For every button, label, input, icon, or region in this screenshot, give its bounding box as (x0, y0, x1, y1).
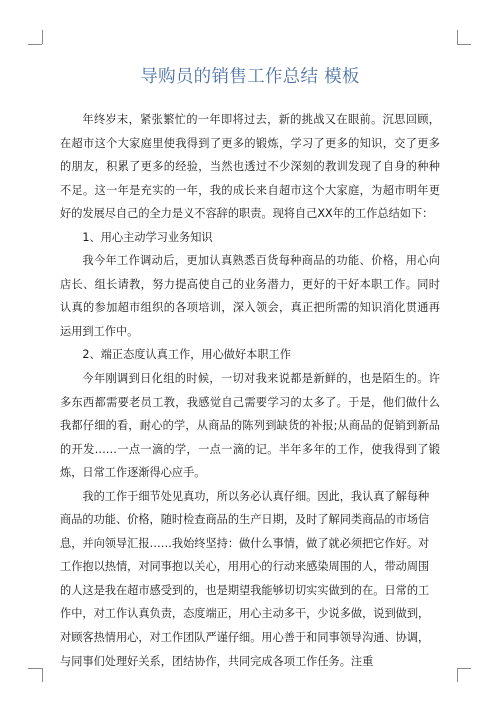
paragraph-intro: 年终岁末，紧张繁忙的一年即将过去，新的挑战又在眼前。沉思回顾，在超市这个大家庭里使我得到了更多的锻炼，学习了更多的知识，交了更多的朋友，积累了更多的经验，当然也透过不少深刻的教训发现了自身的种种不足。这一年是充实的一年，我的成长来自超市这个大家庭，为超市明年更好的发展尽自己的全力是义不容辞的职责。现将自己XX年的工作总结如下： (60, 113, 440, 221)
crop-mark-bottom-left-h (28, 668, 42, 669)
crop-mark-top-right-h (457, 44, 471, 45)
crop-mark-top-right-v (457, 30, 458, 44)
crop-mark-bottom-left-v (42, 668, 43, 682)
section-heading-1: 1、用心主动学习业务知识 (82, 230, 213, 244)
paragraph-section-2b: 我的工作于细节处见真功，所以务必认真仔细。因此，我认真了解每种商品的功能、价格，随时检查商品的生产日期，及时了解同类商品的市场信息，并向领导汇报……我始终坚持：做什么事情，做了就必须把它作好。对工作抱以热情，对同事抱以关心，用用心的行动来感染周围的人，带动周围的人这是我在超市感受到的，也是期望我能够切切实实做到的在。日常的工作中，对工作认真负责，态度端正，用心主动多干，少说多做，说到做到，对顾客热情用心，对工作团队严谨仔细。用心善于和同事领导沟通、协调，与同事们处理好关系，团结协作，共同完成各项工作任务。注重 (60, 489, 430, 668)
crop-mark-top-left-v (42, 30, 43, 44)
crop-mark-bottom-right-h (457, 668, 471, 669)
document-title: 导购员的销售工作总结 模板 (140, 67, 360, 87)
document-body (60, 108, 440, 673)
paragraph-section-2a: 今年刚调到日化组的时候，一切对我来说都是新鲜的，也是陌生的。许多东西都需要老员工教，我感觉自己需要学习的太多了。于是，他们做什么我都仔细的看，耐心的学，从商品的陈列到缺货的补报;从商品的促销到新品的开发……一点一滴的学，一点一滴的记。半年多年的工作，使我得到了锻炼，日常工作逐渐得心应手。 (60, 372, 440, 480)
crop-mark-bottom-right-v (457, 668, 458, 682)
crop-mark-top-left-h (28, 44, 42, 45)
paragraph-section-1: 我今年工作调动后，更加认真熟悉百货每种商品的功能、价格，用心向店长、组长请教，努力提高使自己的业务潜力，更好的干好本职工作。同时认真的参加超市组织的各项培训，深入领会，真正把所需的知识消化贯通再运用到工作中。 (60, 254, 440, 338)
section-heading-2: 2、端正态度认真工作，用心做好本职工作 (82, 348, 291, 362)
